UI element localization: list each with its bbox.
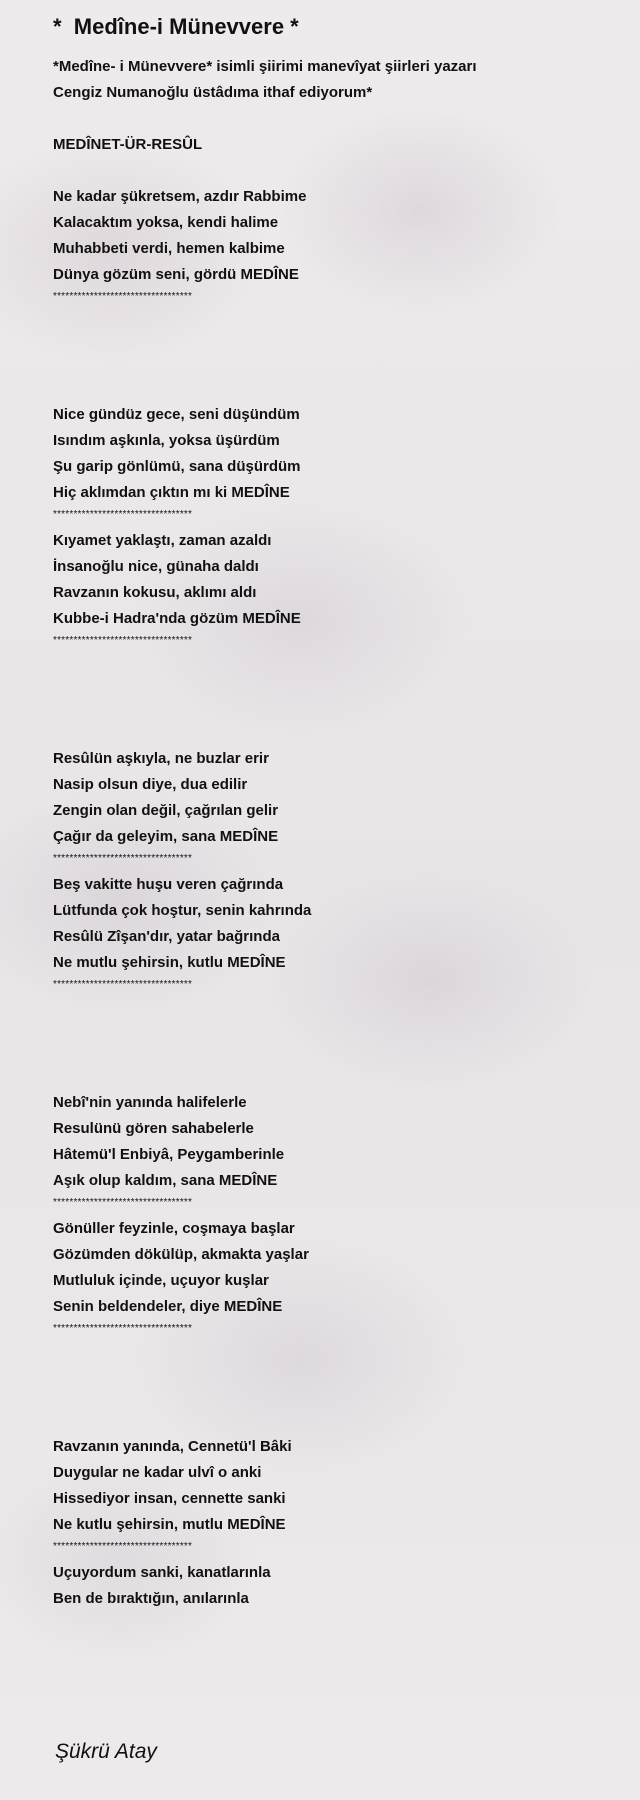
- poem-subtitle: MEDÎNET-ÜR-RESÛL: [53, 136, 203, 153]
- verse-line: Ne kadar şükretsem, azdır Rabbime: [53, 188, 307, 205]
- verse-line: Dünya gözüm seni, gördü MEDÎNE: [53, 266, 299, 283]
- verse-line: Beş vakitte huşu veren çağrında: [53, 876, 284, 893]
- verse-line: Duygular ne kadar ulvî o anki: [53, 1464, 262, 1481]
- verse-line: İnsanoğlu nice, günaha daldı: [53, 558, 259, 575]
- stanza: [53, 184, 613, 288]
- verse-line: Hiç aklımdan çıktın mı ki MEDÎNE: [53, 484, 290, 501]
- verse-line: Muhabbeti verdi, hemen kalbime: [53, 240, 285, 257]
- stanza-separator: **********************************: [53, 1323, 193, 1334]
- verse-line: Şu garip gönlümü, sana düşürdüm: [53, 458, 301, 475]
- stanza-separator: **********************************: [53, 291, 193, 302]
- stanza-separator: **********************************: [53, 509, 193, 520]
- verse-line: Hissediyor insan, cennette sanki: [53, 1490, 286, 1507]
- verse-line: Zengin olan değil, çağrılan gelir: [53, 802, 279, 819]
- stanza: [53, 1560, 613, 1612]
- verse-line: Gözümden dökülüp, akmakta yaşlar: [53, 1246, 309, 1263]
- verse-line: Kubbe-i Hadra'nda gözüm MEDÎNE: [53, 610, 301, 627]
- stanza: [53, 1090, 613, 1194]
- verse-line: Ravzanın yanında, Cennetü'l Bâki: [53, 1438, 292, 1455]
- stanza-separator: **********************************: [53, 853, 193, 864]
- stanza: [53, 872, 613, 976]
- poem-title: * Medîne-i Münevvere *: [53, 14, 299, 39]
- stanza-separator: **********************************: [53, 979, 193, 990]
- verse-line: Ne kutlu şehirsin, mutlu MEDÎNE: [53, 1516, 286, 1533]
- dedication-line: *Medîne- i Münevvere* isimli şiirimi manevîyat şiirleri yazarı: [53, 58, 477, 75]
- verse-line: Nasip olsun diye, dua edilir: [53, 776, 248, 793]
- verse-line: Hâtemü'l Enbiyâ, Peygamberinle: [53, 1146, 285, 1163]
- verse-line: Ben de bıraktığın, anılarınla: [53, 1590, 249, 1607]
- verse-line: Kalacaktım yoksa, kendi halime: [53, 214, 279, 231]
- stanza: [53, 746, 613, 850]
- author-signature: Şükrü Atay: [55, 1740, 157, 1763]
- verse-line: Aşık olup kaldım, sana MEDÎNE: [53, 1172, 278, 1189]
- stanza-separator: **********************************: [53, 635, 193, 646]
- verse-line: Mutluluk içinde, uçuyor kuşlar: [53, 1272, 269, 1289]
- verse-line: Isındım aşkınla, yoksa üşürdüm: [53, 432, 280, 449]
- verse-line: Uçuyordum sanki, kanatlarınla: [53, 1564, 271, 1581]
- dedication-line: Cengiz Numanoğlu üstâdıma ithaf ediyorum*: [53, 84, 373, 101]
- poem-container: [53, 12, 613, 1612]
- verse-line: Kıyamet yaklaştı, zaman azaldı: [53, 532, 272, 549]
- verse-line: Senin beldendeler, diye MEDÎNE: [53, 1298, 283, 1315]
- verse-line: Ne mutlu şehirsin, kutlu MEDÎNE: [53, 954, 286, 971]
- stanza: [53, 1216, 613, 1320]
- verse-line: Nice gündüz gece, seni düşündüm: [53, 406, 300, 423]
- verse-line: Gönüller feyzinle, coşmaya başlar: [53, 1220, 295, 1237]
- stanza-separator: **********************************: [53, 1197, 193, 1208]
- verse-line: Çağır da geleyim, sana MEDÎNE: [53, 828, 279, 845]
- stanza-separator: **********************************: [53, 1541, 193, 1552]
- verse-line: Resûlü Zîşan'dır, yatar bağrında: [53, 928, 280, 945]
- stanza: [53, 402, 613, 506]
- stanza: [53, 1434, 613, 1538]
- verse-line: Resulünü gören sahabelerle: [53, 1120, 254, 1137]
- stanza: [53, 528, 613, 632]
- verse-line: Ravzanın kokusu, aklımı aldı: [53, 584, 257, 601]
- verse-line: Nebî'nin yanında halifelerle: [53, 1094, 247, 1111]
- verse-line: Lütfunda çok hoştur, senin kahrında: [53, 902, 312, 919]
- verse-line: Resûlün aşkıyla, ne buzlar erir: [53, 750, 269, 767]
